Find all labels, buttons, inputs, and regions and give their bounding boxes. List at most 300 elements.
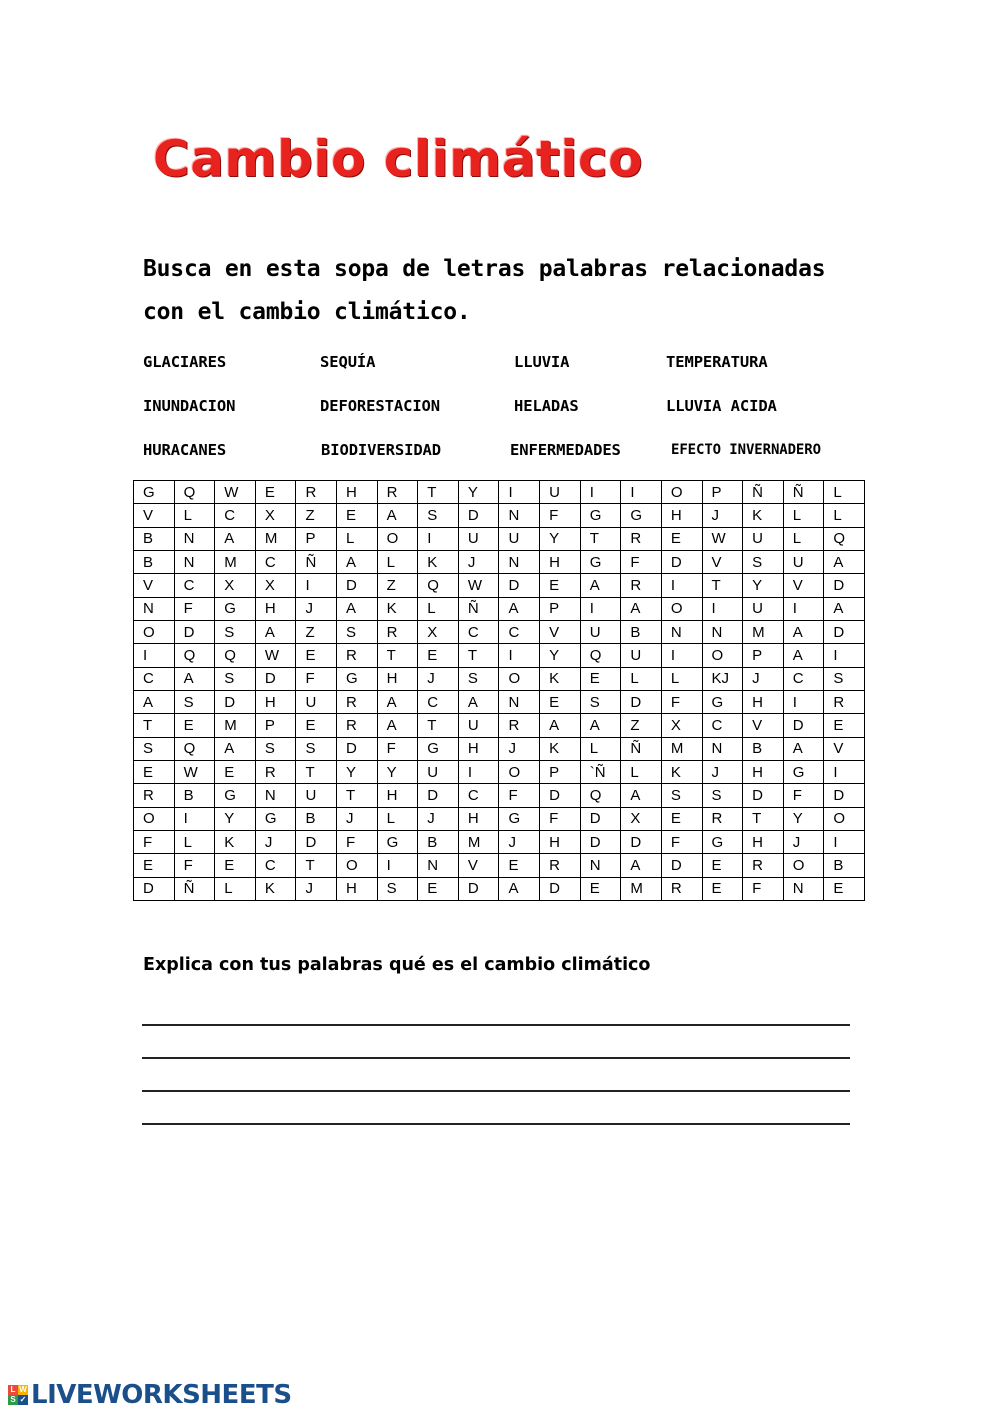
grid-cell[interactable]: X [621, 807, 662, 830]
grid-cell[interactable]: L [215, 877, 256, 900]
grid-cell[interactable]: G [702, 690, 743, 713]
grid-cell[interactable]: D [621, 830, 662, 853]
grid-cell[interactable]: I [702, 597, 743, 620]
grid-cell[interactable]: N [134, 597, 175, 620]
grid-cell[interactable]: N [783, 877, 824, 900]
grid-cell[interactable]: S [296, 737, 337, 760]
grid-cell[interactable]: V [134, 574, 175, 597]
grid-cell[interactable]: P [540, 597, 581, 620]
grid-cell[interactable]: C [255, 550, 296, 573]
grid-cell[interactable]: S [824, 667, 865, 690]
grid-cell[interactable]: D [215, 690, 256, 713]
grid-cell[interactable]: R [377, 620, 418, 643]
grid-cell[interactable]: N [255, 784, 296, 807]
grid-cell[interactable]: J [783, 830, 824, 853]
grid-cell[interactable]: B [174, 784, 215, 807]
grid-cell[interactable]: A [540, 714, 581, 737]
grid-cell[interactable]: R [540, 854, 581, 877]
grid-cell[interactable]: E [824, 714, 865, 737]
grid-cell[interactable]: H [255, 597, 296, 620]
grid-cell[interactable]: P [702, 481, 743, 504]
grid-cell[interactable]: A [621, 597, 662, 620]
grid-cell[interactable]: C [458, 620, 499, 643]
grid-cell[interactable]: K [540, 737, 581, 760]
grid-cell[interactable]: K [215, 830, 256, 853]
grid-cell[interactable]: F [174, 597, 215, 620]
grid-cell[interactable]: D [824, 620, 865, 643]
grid-cell[interactable]: E [580, 667, 621, 690]
grid-cell[interactable]: A [824, 597, 865, 620]
grid-cell[interactable]: V [824, 737, 865, 760]
grid-cell[interactable]: E [296, 644, 337, 667]
grid-cell[interactable]: Y [540, 527, 581, 550]
answer-line[interactable] [142, 1123, 850, 1125]
grid-cell[interactable]: B [824, 854, 865, 877]
grid-cell[interactable]: G [134, 481, 175, 504]
grid-cell[interactable]: F [134, 830, 175, 853]
grid-cell[interactable]: W [255, 644, 296, 667]
grid-cell[interactable]: F [377, 737, 418, 760]
grid-cell[interactable]: X [255, 574, 296, 597]
grid-cell[interactable]: C [215, 504, 256, 527]
grid-cell[interactable]: G [255, 807, 296, 830]
grid-cell[interactable]: Ñ [621, 737, 662, 760]
grid-cell[interactable]: I [824, 760, 865, 783]
grid-cell[interactable]: S [743, 550, 784, 573]
grid-cell[interactable]: E [580, 877, 621, 900]
grid-cell[interactable]: L [621, 667, 662, 690]
grid-cell[interactable]: R [337, 714, 378, 737]
grid-cell[interactable]: S [174, 690, 215, 713]
grid-cell[interactable]: G [783, 760, 824, 783]
grid-cell[interactable]: L [174, 504, 215, 527]
grid-cell[interactable]: O [661, 597, 702, 620]
grid-cell[interactable]: D [824, 784, 865, 807]
grid-cell[interactable]: T [418, 714, 459, 737]
grid-cell[interactable]: M [458, 830, 499, 853]
answer-line[interactable] [142, 1090, 850, 1092]
grid-cell[interactable]: C [174, 574, 215, 597]
grid-cell[interactable]: Ñ [296, 550, 337, 573]
grid-cell[interactable]: Y [743, 574, 784, 597]
grid-cell[interactable]: Y [783, 807, 824, 830]
grid-cell[interactable]: O [661, 481, 702, 504]
grid-cell[interactable]: O [499, 667, 540, 690]
grid-cell[interactable]: I [499, 644, 540, 667]
grid-cell[interactable]: F [540, 504, 581, 527]
grid-cell[interactable]: W [458, 574, 499, 597]
grid-cell[interactable]: R [702, 807, 743, 830]
grid-cell[interactable]: T [743, 807, 784, 830]
grid-cell[interactable]: D [255, 667, 296, 690]
grid-cell[interactable]: A [783, 644, 824, 667]
grid-cell[interactable]: N [174, 550, 215, 573]
grid-cell[interactable]: T [458, 644, 499, 667]
grid-cell[interactable]: R [296, 481, 337, 504]
grid-cell[interactable]: S [255, 737, 296, 760]
grid-cell[interactable]: E [540, 690, 581, 713]
grid-cell[interactable]: R [499, 714, 540, 737]
grid-cell[interactable]: B [743, 737, 784, 760]
grid-cell[interactable]: O [337, 854, 378, 877]
grid-cell[interactable]: K [255, 877, 296, 900]
grid-cell[interactable]: D [661, 854, 702, 877]
grid-cell[interactable]: F [621, 550, 662, 573]
grid-cell[interactable]: D [174, 620, 215, 643]
grid-cell[interactable]: O [702, 644, 743, 667]
grid-cell[interactable]: S [134, 737, 175, 760]
grid-cell[interactable]: D [824, 574, 865, 597]
grid-cell[interactable]: P [296, 527, 337, 550]
grid-cell[interactable]: I [661, 644, 702, 667]
grid-cell[interactable]: O [783, 854, 824, 877]
grid-cell[interactable]: A [337, 597, 378, 620]
answer-line[interactable] [142, 1057, 850, 1059]
grid-cell[interactable]: U [499, 527, 540, 550]
grid-cell[interactable]: H [337, 481, 378, 504]
grid-cell[interactable]: L [580, 737, 621, 760]
grid-cell[interactable]: W [174, 760, 215, 783]
grid-cell[interactable]: X [418, 620, 459, 643]
grid-cell[interactable]: V [134, 504, 175, 527]
grid-cell[interactable]: M [255, 527, 296, 550]
grid-cell[interactable]: R [661, 877, 702, 900]
grid-cell[interactable]: A [621, 854, 662, 877]
grid-cell[interactable]: Q [215, 644, 256, 667]
grid-cell[interactable]: E [540, 574, 581, 597]
grid-cell[interactable]: Q [580, 644, 621, 667]
grid-cell[interactable]: E [499, 854, 540, 877]
grid-cell[interactable]: G [499, 807, 540, 830]
grid-cell[interactable]: U [540, 481, 581, 504]
grid-cell[interactable]: P [743, 644, 784, 667]
grid-cell[interactable]: K [377, 597, 418, 620]
grid-cell[interactable]: E [215, 854, 256, 877]
grid-cell[interactable]: H [255, 690, 296, 713]
grid-cell[interactable]: I [296, 574, 337, 597]
grid-cell[interactable]: V [743, 714, 784, 737]
grid-cell[interactable]: L [824, 481, 865, 504]
grid-cell[interactable]: S [458, 667, 499, 690]
grid-cell[interactable]: J [702, 504, 743, 527]
grid-cell[interactable]: G [702, 830, 743, 853]
grid-cell[interactable]: N [499, 504, 540, 527]
grid-cell[interactable]: Y [540, 644, 581, 667]
grid-cell[interactable]: J [255, 830, 296, 853]
grid-cell[interactable]: T [377, 644, 418, 667]
grid-cell[interactable]: R [255, 760, 296, 783]
grid-cell[interactable]: U [580, 620, 621, 643]
grid-cell[interactable]: I [418, 527, 459, 550]
grid-cell[interactable]: F [743, 877, 784, 900]
grid-cell[interactable]: D [580, 807, 621, 830]
grid-cell[interactable]: E [255, 481, 296, 504]
grid-cell[interactable]: K [743, 504, 784, 527]
grid-cell[interactable]: K [661, 760, 702, 783]
grid-cell[interactable]: Ñ [783, 481, 824, 504]
grid-cell[interactable]: G [580, 550, 621, 573]
grid-cell[interactable]: L [174, 830, 215, 853]
grid-cell[interactable]: R [621, 527, 662, 550]
grid-cell[interactable]: F [174, 854, 215, 877]
grid-cell[interactable]: U [783, 550, 824, 573]
grid-cell[interactable]: U [458, 527, 499, 550]
grid-cell[interactable]: X [661, 714, 702, 737]
grid-cell[interactable]: D [540, 784, 581, 807]
grid-cell[interactable]: C [418, 690, 459, 713]
grid-cell[interactable]: Z [296, 620, 337, 643]
grid-cell[interactable]: N [499, 550, 540, 573]
grid-cell[interactable]: V [783, 574, 824, 597]
grid-cell[interactable]: L [661, 667, 702, 690]
grid-cell[interactable]: H [377, 784, 418, 807]
grid-cell[interactable]: J [743, 667, 784, 690]
grid-cell[interactable]: G [337, 667, 378, 690]
grid-cell[interactable]: M [215, 550, 256, 573]
grid-cell[interactable]: G [215, 597, 256, 620]
grid-cell[interactable]: K [540, 667, 581, 690]
grid-cell[interactable]: A [499, 597, 540, 620]
grid-cell[interactable]: I [661, 574, 702, 597]
grid-cell[interactable]: O [824, 807, 865, 830]
grid-cell[interactable]: O [134, 807, 175, 830]
grid-cell[interactable]: N [418, 854, 459, 877]
grid-cell[interactable]: D [458, 504, 499, 527]
grid-cell[interactable]: A [458, 690, 499, 713]
grid-cell[interactable]: I [824, 830, 865, 853]
grid-cell[interactable]: J [458, 550, 499, 573]
grid-cell[interactable]: A [174, 667, 215, 690]
grid-cell[interactable]: D [296, 830, 337, 853]
grid-cell[interactable]: A [377, 504, 418, 527]
grid-cell[interactable]: J [702, 760, 743, 783]
grid-cell[interactable]: T [296, 854, 337, 877]
grid-cell[interactable]: A [580, 574, 621, 597]
grid-cell[interactable]: I [621, 481, 662, 504]
grid-cell[interactable]: H [661, 504, 702, 527]
grid-cell[interactable]: Z [377, 574, 418, 597]
grid-cell[interactable]: E [337, 504, 378, 527]
grid-cell[interactable]: D [418, 784, 459, 807]
grid-cell[interactable]: O [377, 527, 418, 550]
grid-cell[interactable]: G [580, 504, 621, 527]
grid-cell[interactable]: Z [621, 714, 662, 737]
grid-cell[interactable]: L [337, 527, 378, 550]
grid-cell[interactable]: F [499, 784, 540, 807]
grid-cell[interactable]: T [134, 714, 175, 737]
grid-cell[interactable]: B [621, 620, 662, 643]
grid-cell[interactable]: U [418, 760, 459, 783]
grid-cell[interactable]: I [580, 481, 621, 504]
grid-cell[interactable]: N [702, 737, 743, 760]
grid-cell[interactable]: A [824, 550, 865, 573]
grid-cell[interactable]: Q [174, 644, 215, 667]
grid-cell[interactable]: X [215, 574, 256, 597]
grid-cell[interactable]: I [499, 481, 540, 504]
grid-cell[interactable]: A [337, 550, 378, 573]
grid-cell[interactable]: E [215, 760, 256, 783]
grid-cell[interactable]: C [499, 620, 540, 643]
grid-cell[interactable]: A [377, 690, 418, 713]
grid-cell[interactable]: J [418, 807, 459, 830]
grid-cell[interactable]: D [580, 830, 621, 853]
grid-cell[interactable]: U [458, 714, 499, 737]
grid-cell[interactable]: L [377, 807, 418, 830]
grid-cell[interactable]: J [499, 830, 540, 853]
grid-cell[interactable]: V [702, 550, 743, 573]
grid-cell[interactable]: D [134, 877, 175, 900]
grid-cell[interactable]: A [134, 690, 175, 713]
grid-cell[interactable]: B [418, 830, 459, 853]
grid-cell[interactable]: F [783, 784, 824, 807]
grid-cell[interactable]: C [702, 714, 743, 737]
grid-cell[interactable]: Y [337, 760, 378, 783]
grid-cell[interactable]: S [418, 504, 459, 527]
grid-cell[interactable]: C [783, 667, 824, 690]
grid-cell[interactable]: Q [174, 737, 215, 760]
grid-cell[interactable]: V [540, 620, 581, 643]
grid-cell[interactable]: G [621, 504, 662, 527]
grid-cell[interactable]: M [621, 877, 662, 900]
grid-cell[interactable]: N [702, 620, 743, 643]
grid-cell[interactable]: R [337, 690, 378, 713]
grid-cell[interactable]: E [702, 877, 743, 900]
grid-cell[interactable]: P [540, 760, 581, 783]
grid-cell[interactable]: B [134, 527, 175, 550]
grid-cell[interactable]: F [661, 690, 702, 713]
grid-cell[interactable]: A [499, 877, 540, 900]
grid-cell[interactable]: I [458, 760, 499, 783]
grid-cell[interactable]: H [458, 807, 499, 830]
grid-cell[interactable]: J [418, 667, 459, 690]
grid-cell[interactable]: T [296, 760, 337, 783]
grid-cell[interactable]: E [661, 807, 702, 830]
grid-cell[interactable]: R [743, 854, 784, 877]
grid-cell[interactable]: N [499, 690, 540, 713]
grid-cell[interactable]: F [296, 667, 337, 690]
grid-cell[interactable]: Q [580, 784, 621, 807]
grid-cell[interactable]: E [296, 714, 337, 737]
grid-cell[interactable]: K [418, 550, 459, 573]
grid-cell[interactable]: V [458, 854, 499, 877]
grid-cell[interactable]: S [377, 877, 418, 900]
grid-cell[interactable]: O [499, 760, 540, 783]
grid-cell[interactable]: I [134, 644, 175, 667]
grid-cell[interactable]: D [621, 690, 662, 713]
grid-cell[interactable]: E [661, 527, 702, 550]
grid-cell[interactable]: D [661, 550, 702, 573]
grid-cell[interactable]: E [134, 854, 175, 877]
grid-cell[interactable]: D [337, 574, 378, 597]
grid-cell[interactable]: Ñ [458, 597, 499, 620]
grid-cell[interactable]: D [499, 574, 540, 597]
grid-cell[interactable]: A [621, 784, 662, 807]
grid-cell[interactable]: X [255, 504, 296, 527]
grid-cell[interactable]: I [174, 807, 215, 830]
grid-cell[interactable]: R [377, 481, 418, 504]
grid-cell[interactable]: R [621, 574, 662, 597]
grid-cell[interactable]: C [255, 854, 296, 877]
grid-cell[interactable]: U [296, 784, 337, 807]
grid-cell[interactable]: A [783, 737, 824, 760]
grid-cell[interactable]: T [418, 481, 459, 504]
grid-cell[interactable]: Ñ [174, 877, 215, 900]
grid-cell[interactable]: `Ñ [580, 760, 621, 783]
grid-cell[interactable]: R [337, 644, 378, 667]
grid-cell[interactable]: A [215, 737, 256, 760]
grid-cell[interactable]: H [458, 737, 499, 760]
grid-cell[interactable]: Ñ [743, 481, 784, 504]
grid-cell[interactable]: L [783, 527, 824, 550]
grid-cell[interactable]: L [824, 504, 865, 527]
grid-cell[interactable]: Q [418, 574, 459, 597]
grid-cell[interactable]: D [458, 877, 499, 900]
grid-cell[interactable]: L [377, 550, 418, 573]
grid-cell[interactable]: D [743, 784, 784, 807]
grid-cell[interactable]: B [134, 550, 175, 573]
grid-cell[interactable]: B [296, 807, 337, 830]
grid-cell[interactable]: A [255, 620, 296, 643]
grid-cell[interactable]: J [296, 877, 337, 900]
grid-cell[interactable]: H [743, 830, 784, 853]
grid-cell[interactable]: F [540, 807, 581, 830]
grid-cell[interactable]: S [215, 667, 256, 690]
grid-cell[interactable]: U [621, 644, 662, 667]
grid-cell[interactable]: D [540, 877, 581, 900]
grid-cell[interactable]: A [783, 620, 824, 643]
grid-cell[interactable]: C [134, 667, 175, 690]
grid-cell[interactable]: R [134, 784, 175, 807]
grid-cell[interactable]: S [580, 690, 621, 713]
grid-cell[interactable]: A [215, 527, 256, 550]
grid-cell[interactable]: N [174, 527, 215, 550]
grid-cell[interactable]: T [702, 574, 743, 597]
grid-cell[interactable]: C [458, 784, 499, 807]
grid-cell[interactable]: J [337, 807, 378, 830]
grid-cell[interactable]: J [296, 597, 337, 620]
grid-cell[interactable]: A [377, 714, 418, 737]
grid-cell[interactable]: E [174, 714, 215, 737]
answer-line[interactable] [142, 1024, 850, 1026]
grid-cell[interactable]: O [134, 620, 175, 643]
grid-cell[interactable]: Q [824, 527, 865, 550]
grid-cell[interactable]: Q [174, 481, 215, 504]
grid-cell[interactable]: F [337, 830, 378, 853]
grid-cell[interactable]: E [824, 877, 865, 900]
grid-cell[interactable]: Y [377, 760, 418, 783]
grid-cell[interactable]: E [418, 877, 459, 900]
grid-cell[interactable]: Z [296, 504, 337, 527]
grid-cell[interactable]: E [702, 854, 743, 877]
grid-cell[interactable]: U [743, 597, 784, 620]
grid-cell[interactable]: S [337, 620, 378, 643]
grid-cell[interactable]: J [499, 737, 540, 760]
grid-cell[interactable]: N [580, 854, 621, 877]
grid-cell[interactable]: S [215, 620, 256, 643]
grid-cell[interactable]: H [337, 877, 378, 900]
grid-cell[interactable]: I [783, 597, 824, 620]
grid-cell[interactable]: I [377, 854, 418, 877]
grid-cell[interactable]: M [661, 737, 702, 760]
grid-cell[interactable]: D [783, 714, 824, 737]
grid-cell[interactable]: N [661, 620, 702, 643]
grid-cell[interactable]: L [418, 597, 459, 620]
grid-cell[interactable]: H [540, 550, 581, 573]
grid-cell[interactable]: G [418, 737, 459, 760]
grid-cell[interactable]: U [743, 527, 784, 550]
grid-cell[interactable]: L [783, 504, 824, 527]
grid-cell[interactable]: U [296, 690, 337, 713]
